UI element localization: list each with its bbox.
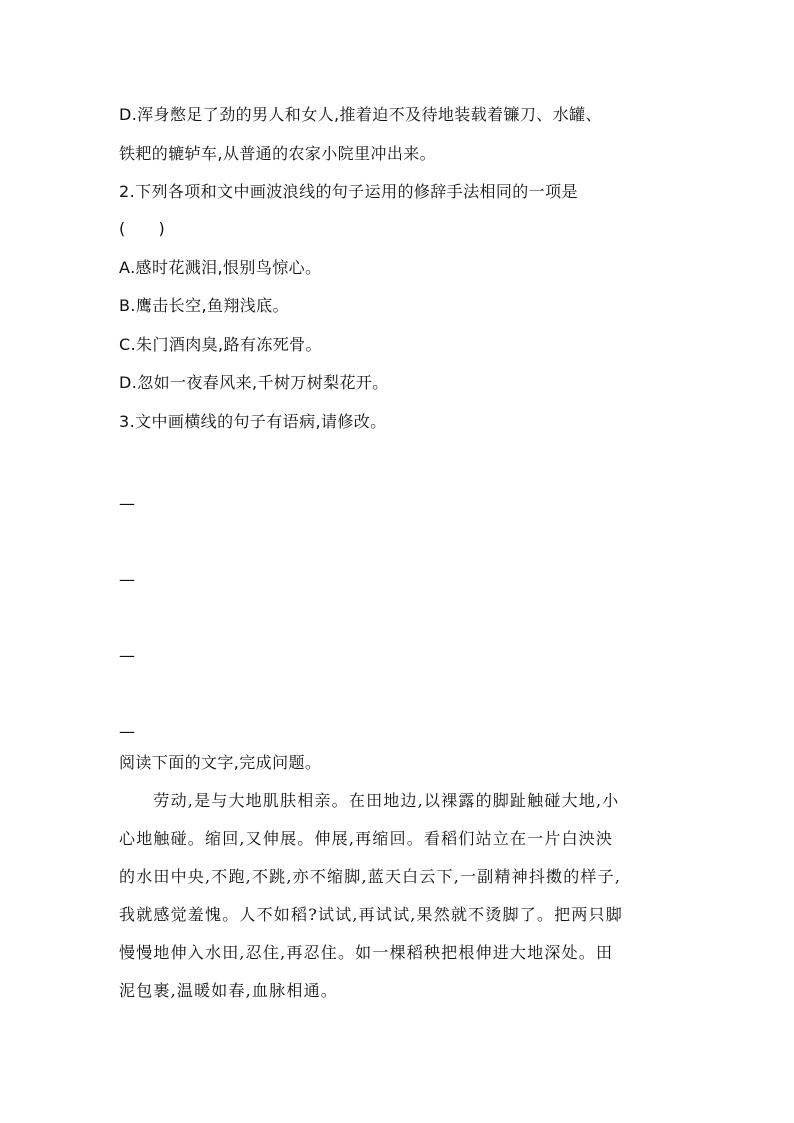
answer-blank-line: —	[119, 494, 135, 513]
question-2-answer-paren: ( )	[119, 219, 166, 238]
passage-line: 的水田中央,不跑,不跳,亦不缩脚,蓝天白云下,一副精神抖擞的样子,	[119, 867, 622, 886]
question-2-option-c: C.朱门酒肉臭,路有冻死骨。	[119, 335, 322, 354]
question-2-option-a: A.感时花溅泪,恨别鸟惊心。	[119, 258, 322, 277]
answer-blank-line: —	[119, 646, 135, 665]
question-2-option-d: D.忽如一夜春风来,千树万树梨花开。	[119, 373, 389, 392]
passage-line: 我就感觉羞愧。人不如稻?试试,再试试,果然就不烫脚了。把两只脚	[119, 905, 623, 924]
option-d-line-1: D.浑身憋足了劲的男人和女人,推着迫不及待地装载着镰刀、水罐、	[119, 105, 602, 124]
passage-line: 劳动,是与大地肌肤相亲。在田地边,以裸露的脚趾触碰大地,小	[119, 791, 620, 810]
passage-line: 泥包裹,温暖如春,血脉相通。	[119, 981, 338, 1000]
answer-blank-line: —	[119, 570, 135, 589]
answer-blank-line: —	[119, 722, 135, 741]
question-2: 2.下列各项和文中画波浪线的句子运用的修辞手法相同的一项是	[119, 182, 578, 201]
passage-line: 心地触碰。缩回,又伸展。伸展,再缩回。看稻们站立在一片白泱泱	[119, 829, 614, 848]
question-2-option-b: B.鹰击长空,鱼翔浅底。	[119, 296, 289, 315]
reading-instruction: 阅读下面的文字,完成问题。	[119, 753, 322, 772]
passage-line: 慢慢地伸入水田,忍住,再忍住。如一棵稻秧把根伸进大地深处。田	[119, 943, 614, 962]
question-3: 3.文中画横线的句子有语病,请修改。	[119, 412, 387, 431]
option-d-line-2: 铁耙的辘轳车,从普通的农家小院里冲出来。	[119, 144, 437, 163]
